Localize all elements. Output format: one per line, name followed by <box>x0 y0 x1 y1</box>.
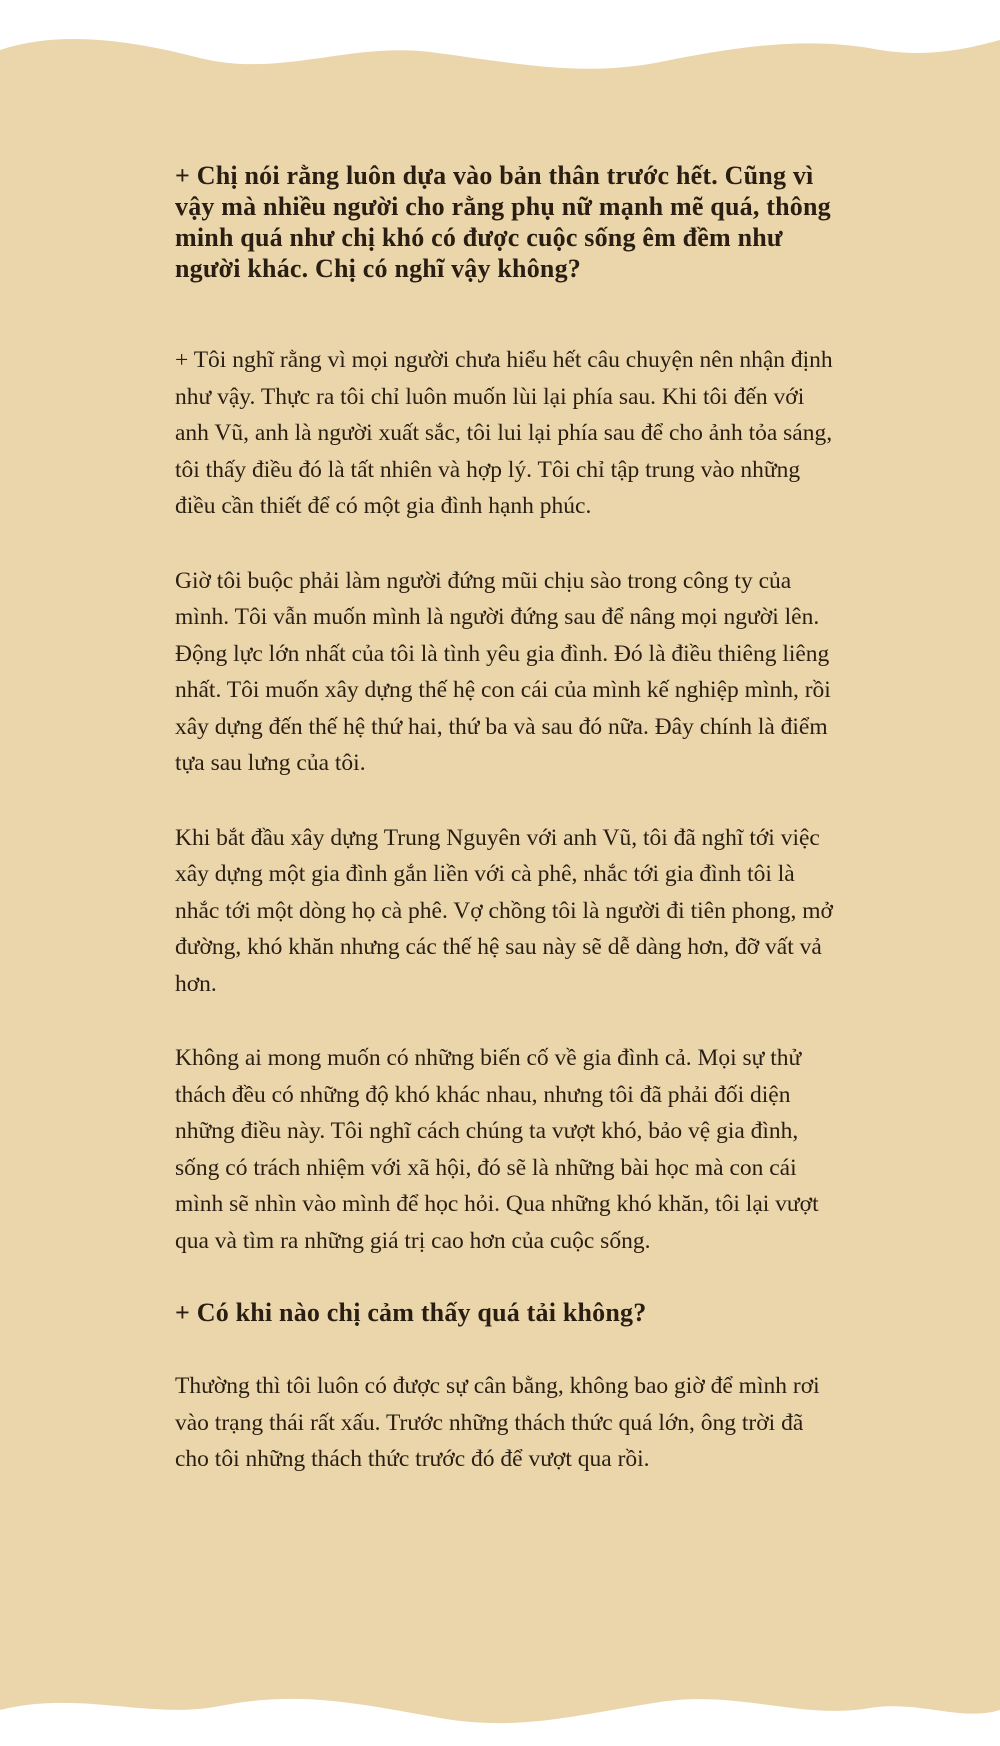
question-2: + Có khi nào chị cảm thấy quá tải không? <box>175 1298 647 1327</box>
answer-paragraph-5: Thường thì tôi luôn có được sự cân bằng, không bao giờ để mình rơi vào trạng thái rất xấu. Trước những thách thức quá lớn, ông trời đã cho tôi những thách thức trước đó để vượt qua rồi. <box>175 1373 820 1472</box>
interview-article <box>175 160 835 1516</box>
answer-paragraph-3: Khi bắt đầu xây dựng Trung Nguyên với anh Vũ, tôi đã nghĩ tới việc xây dựng một gia đình gắn liền với cà phê, nhắc tới gia đình tôi là nhắc tới một dòng họ cà phê. Vợ chồng tôi là người đi tiên phong, mở đường, khó khăn nhưng các thế hệ sau này sẽ dễ dàng hơn, đỡ vất vả hơn. <box>175 824 833 997</box>
answer-paragraph-1: + Tôi nghĩ rằng vì mọi người chưa hiểu hết câu chuyện nên nhận định như vậy. Thực ra tôi chỉ luôn muốn lùi lại phía sau. Khi tôi đến với anh Vũ, anh là người xuất sắc, tôi lui lại phía sau để cho ảnh tỏa sáng, tôi thấy điều đó là tất nhiên và hợp lý. Tôi chỉ tập trung vào những điều cần thiết để có một gia đình hạnh phúc. <box>175 347 833 519</box>
answer-paragraph-4: Không ai mong muốn có những biến cố về gia đình cả. Mọi sự thử thách đều có những độ khó khác nhau, nhưng tôi đã phải đối diện những điều này. Tôi nghĩ cách chúng ta vượt khó, bảo vệ gia đình, sống có trách nhiệm với xã hội, đó sẽ là những bài học mà con cái mình sẽ nhìn vào mình để học hỏi. Qua những khó khăn, tôi lại vượt qua và tìm ra những giá trị cao hơn của cuộc sống. <box>175 1045 819 1254</box>
question-1: + Chị nói rằng luôn dựa vào bản thân trước hết. Cũng vì vậy mà nhiều người cho rằng phụ nữ mạnh mẽ quá, thông minh quá như chị khó có được cuộc sống êm đềm như người khác. Chị có nghĩ vậy không? <box>175 161 831 283</box>
answer-paragraph-2: Giờ tôi buộc phải làm người đứng mũi chịu sào trong công ty của mình. Tôi vẫn muốn mình là người đứng sau để nâng mọi người lên. Động lực lớn nhất của tôi là tình yêu gia đình. Đó là điều thiêng liêng nhất. Tôi muốn xây dựng thế hệ con cái của mình kế nghiệp mình, rồi xây dựng đến thế hệ thứ hai, thứ ba và sau đó nữa. Đây chính là điểm tựa sau lưng của tôi. <box>175 567 831 776</box>
